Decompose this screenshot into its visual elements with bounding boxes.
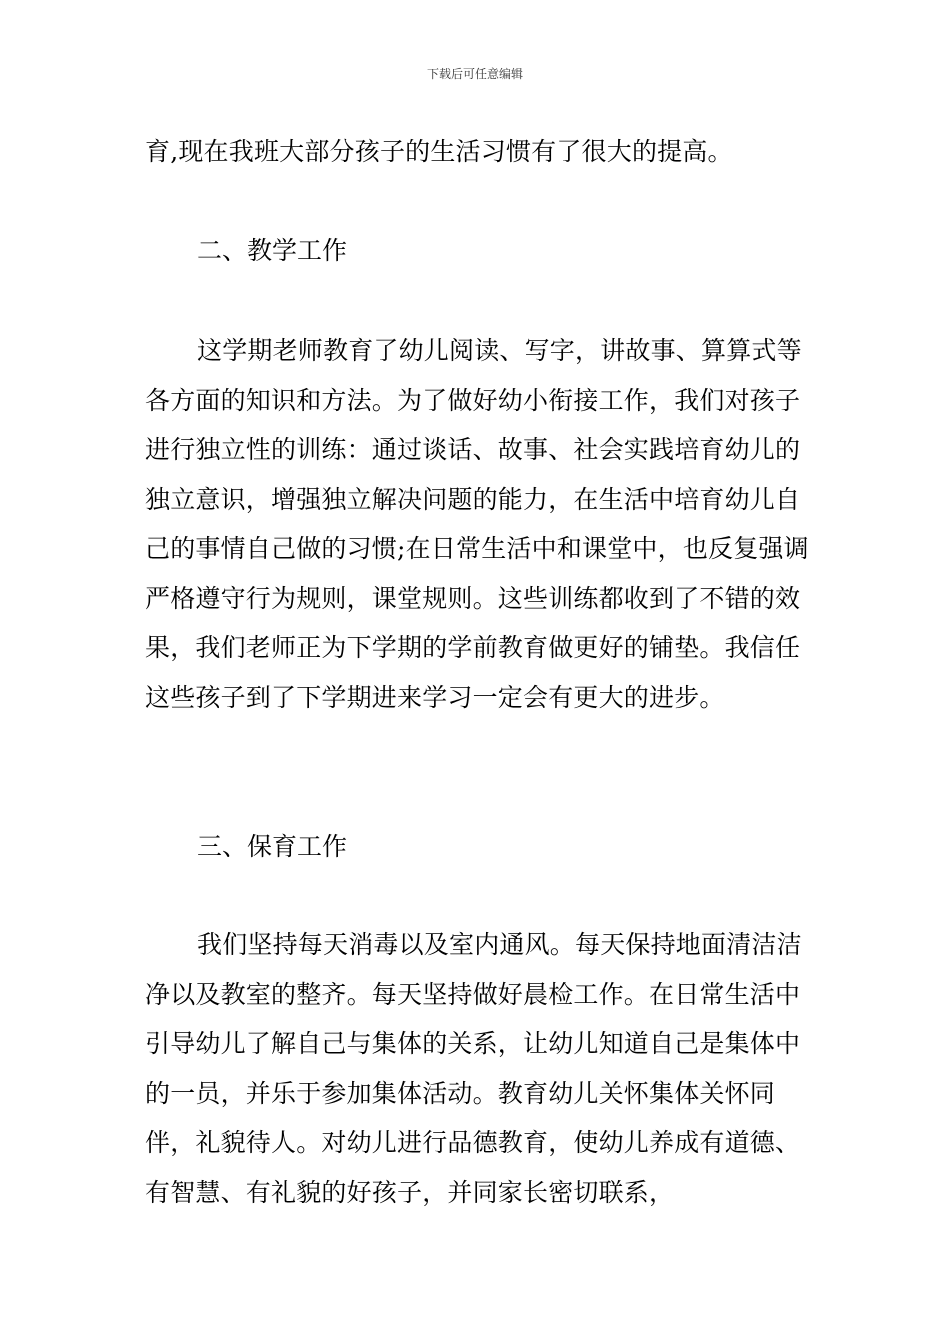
section-heading-teaching: 二、教学工作 xyxy=(197,236,348,265)
opening-paragraph-fragment: 育,现在我班大部分孩子的生活习惯有了很大的提高。 xyxy=(145,137,733,166)
page-header: 下载后可任意编辑 xyxy=(426,67,523,81)
paragraph-childcare: 我们坚持每天消毒以及室内通风。每天保持地面清洁洁净以及教室的整齐。每天坚持做好晨检工作。在日常生活中引导幼儿了解自己与集体的关系，让幼儿知道自己是集体中的一员，并乐于参加集体活动。教育幼儿关怀集体关怀同伴，礼貌待人。对幼儿进行品德教育，使幼儿养成有道德、有智慧、有礼貌的好孩子，并同家长密切联系， xyxy=(145,930,802,1207)
paragraph-teaching: 这学期老师教育了幼儿阅读、写字，讲故事、算算式等各方面的知识和方法。为了做好幼小衔接工作，我们对孩子进行独立性的训练：通过谈话、故事、社会实践培育幼儿的独立意识，增强独立解决问题的能力，在生活中培育幼儿自己的事情自己做的习惯;在日常生活中和课堂中，也反复强调严格遵守行为规则，课堂规则。这些训练都收到了不错的效果，我们老师正为下学期的学前教育做更好的铺垫。我信任这些孩子到了下学期进来学习一定会有更大的进步。 xyxy=(145,336,809,712)
section-heading-childcare: 三、保育工作 xyxy=(197,832,348,861)
